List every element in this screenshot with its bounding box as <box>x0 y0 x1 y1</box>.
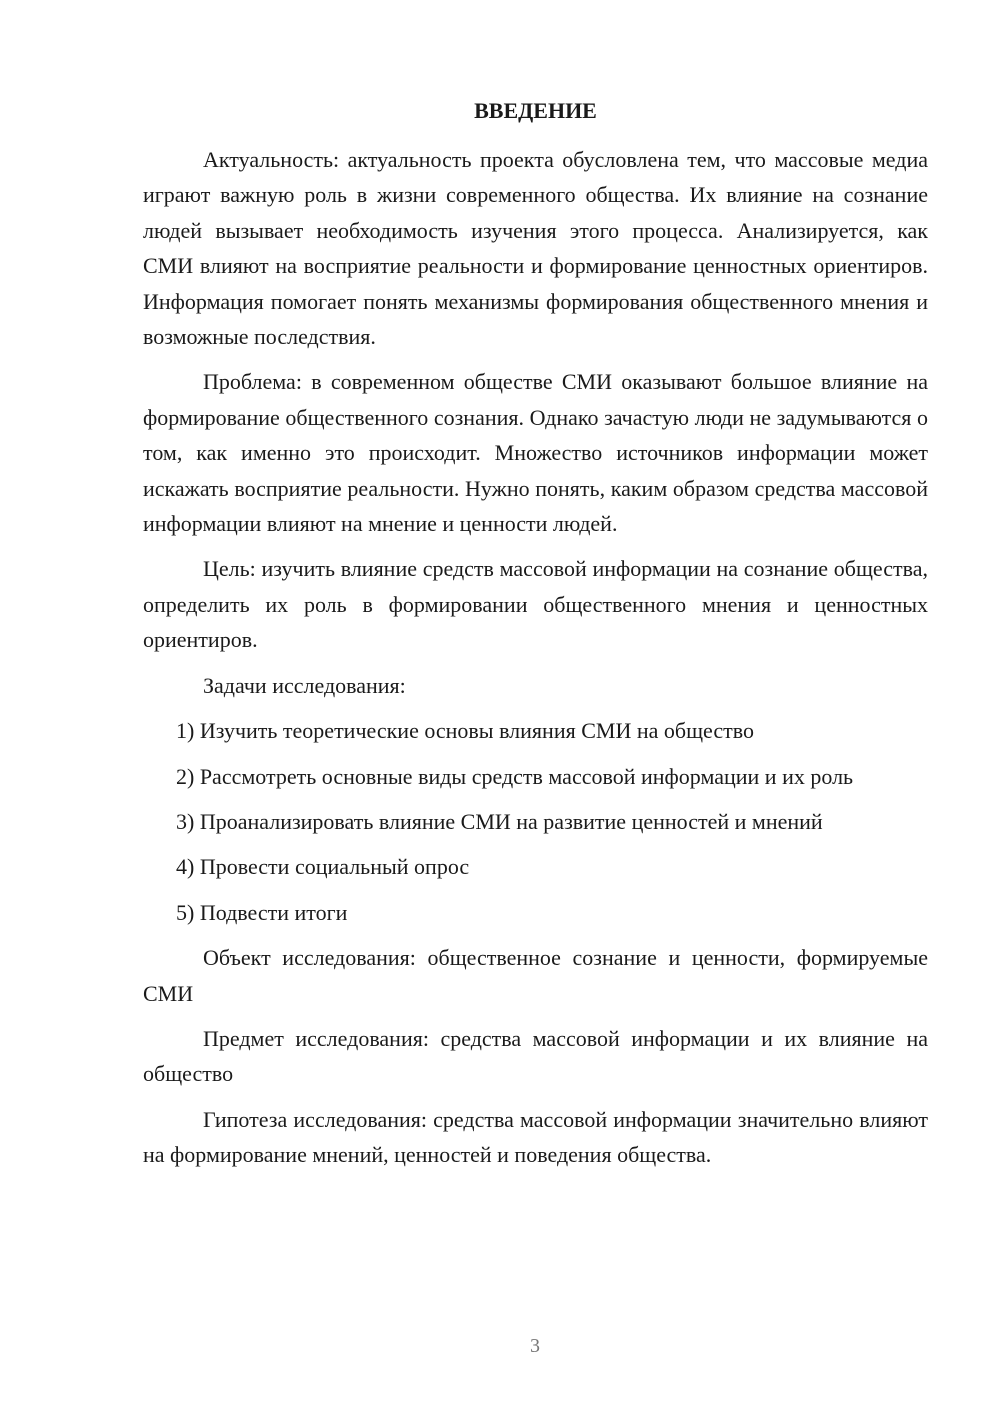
subject-paragraph: Предмет исследования: средства массовой информации и их влияние на общество <box>143 1025 928 1087</box>
task-item: 1) Изучить теоретические основы влияния СМИ на общество <box>176 718 754 744</box>
task-item: 5) Подвести итоги <box>176 899 348 925</box>
tasks-heading: Задачи исследования: <box>203 672 406 698</box>
task-item: 4) Провести социальный опрос <box>176 854 470 880</box>
relevance-paragraph: Актуальность: актуальность проекта обусловлена тем, что массовые медиа играют важную роль в жизни современного общества. Их влияние на сознание людей вызывает необходимость изучения этого процесса. Анализируется, как СМИ влияют на восприятие реальности и формирование ценностных ориентиров. Информация помогает понять механизмы формирования общественного мнения и возможные последствия. <box>143 147 928 350</box>
document-page <box>143 96 928 1183</box>
task-item: 3) Проанализировать влияние СМИ на развитие ценностей и мнений <box>176 808 823 834</box>
task-item: 2) Рассмотреть основные виды средств массовой информации и их роль <box>176 763 854 789</box>
page-number: 3 <box>530 1335 540 1357</box>
object-paragraph: Объект исследования: общественное сознание и ценности, формируемые СМИ <box>143 945 928 1006</box>
problem-paragraph: Проблема: в современном обществе СМИ оказывают большое влияние на формирование общественного сознания. Однако зачастую люди не задумываются о том, как именно это происходит. Множество источников информации может искажать восприятие реальности. Нужно понять, каким образом средства массовой информации влияют на мнение и ценности людей. <box>143 369 928 537</box>
goal-paragraph: Цель: изучить влияние средств массовой информации на сознание общества, определить их роль в формировании общественного мнения и ценностных ориентиров. <box>143 556 928 653</box>
page-title: ВВЕДЕНИЕ <box>474 98 597 123</box>
hypothesis-paragraph: Гипотеза исследования: средства массовой информации значительно влияют на формирование мнений, ценностей и поведения общества. <box>143 1106 928 1168</box>
